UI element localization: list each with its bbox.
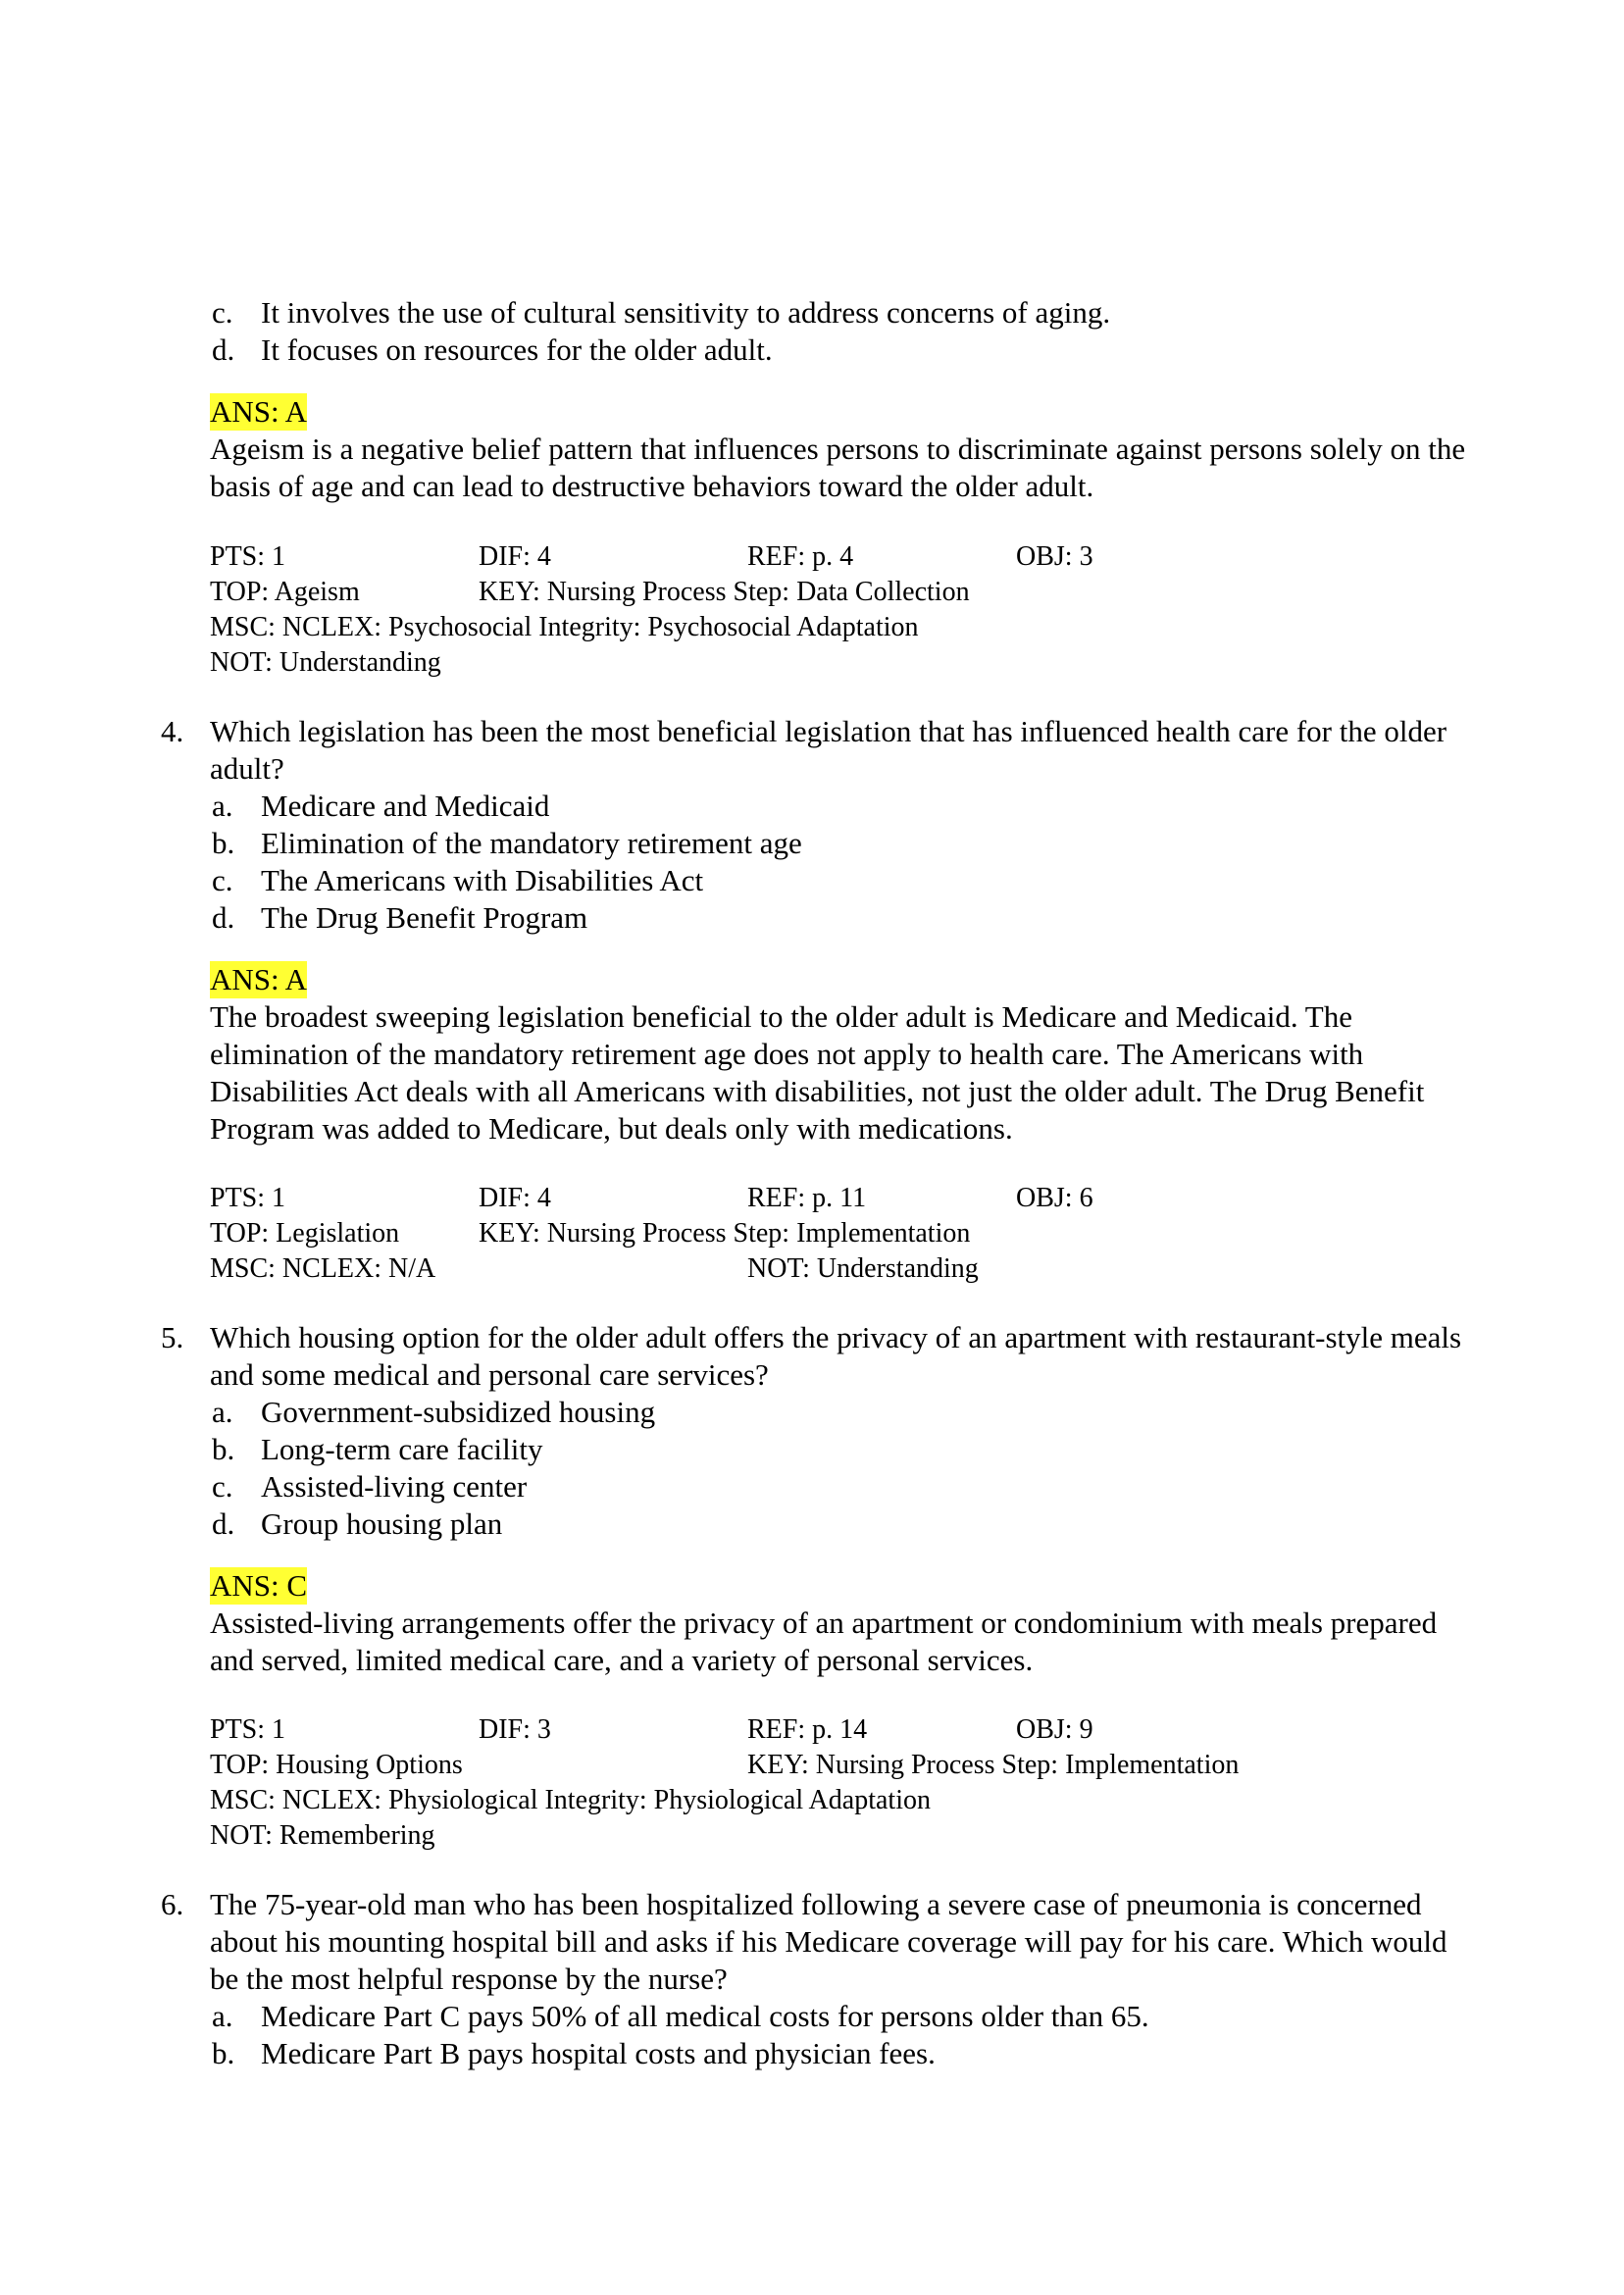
answer-highlight: ANS: A <box>210 962 308 996</box>
option-letter: d. <box>212 332 235 367</box>
rationale-line: basis of age and can lead to destructive behaviors toward the older adult. <box>210 469 1094 503</box>
option-letter: c. <box>212 1469 233 1504</box>
meta-top: TOP: Housing Options <box>210 1750 463 1780</box>
question-stem: adult? <box>210 751 284 786</box>
question-stem: about his mounting hospital bill and asks if his Medicare coverage will pay for his care. Which would <box>210 1924 1447 1959</box>
meta-pts: PTS: 1 <box>210 1714 286 1745</box>
option-text: Group housing plan <box>261 1506 503 1541</box>
question-number: 6. <box>161 1887 184 1921</box>
question-stem: The 75-year-old man who has been hospitalized following a severe case of pneumonia is concerned <box>210 1887 1422 1921</box>
option-text: Medicare and Medicaid <box>261 789 550 823</box>
rationale-line: Assisted-living arrangements offer the privacy of an apartment or condominium with meals prepared <box>210 1606 1438 1640</box>
question-stem: be the most helpful response by the nurse? <box>210 1962 728 1996</box>
rationale-line: and served, limited medical care, and a variety of personal services. <box>210 1643 1034 1677</box>
rationale-line: Program was added to Medicare, but deals only with medications. <box>210 1111 1013 1146</box>
option-letter: d. <box>212 1506 235 1541</box>
option-text: Elimination of the mandatory retirement age <box>261 826 802 860</box>
option-letter: d. <box>212 900 235 935</box>
meta-obj: OBJ: 3 <box>1016 541 1093 572</box>
option-text: Government-subsidized housing <box>261 1395 656 1429</box>
question-number: 5. <box>161 1320 184 1354</box>
option-letter: a. <box>212 1395 233 1429</box>
option-text: The Americans with Disabilities Act <box>261 863 704 897</box>
meta-obj: OBJ: 9 <box>1016 1714 1093 1745</box>
question-stem: and some medical and personal care services? <box>210 1357 769 1392</box>
meta-dif: DIF: 4 <box>479 1183 551 1213</box>
rationale-line: The broadest sweeping legislation beneficial to the older adult is Medicare and Medicaid. The <box>210 999 1352 1034</box>
option-letter: a. <box>212 789 233 823</box>
option-letter: a. <box>212 1999 233 2033</box>
meta-ref: REF: p. 11 <box>747 1183 867 1213</box>
option-text: Long-term care facility <box>261 1432 543 1466</box>
answer-highlight: ANS: A <box>210 394 308 429</box>
option-letter: b. <box>212 826 235 860</box>
option-text: It involves the use of cultural sensitivity to address concerns of aging. <box>261 295 1111 330</box>
meta-msc: MSC: NCLEX: Psychosocial Integrity: Psychosocial Adaptation <box>210 612 919 642</box>
meta-top: TOP: Ageism <box>210 577 360 607</box>
option-letter: c. <box>212 295 233 330</box>
option-letter: c. <box>212 863 233 897</box>
meta-dif: DIF: 3 <box>479 1714 551 1745</box>
meta-key: KEY: Nursing Process Step: Implementation <box>479 1218 971 1249</box>
option-text: Medicare Part C pays 50% of all medical costs for persons older than 65. <box>261 1999 1149 2033</box>
question-stem: Which housing option for the older adult offers the privacy of an apartment with restaurant-style meals <box>210 1320 1462 1354</box>
meta-pts: PTS: 1 <box>210 1183 286 1213</box>
meta-msc: MSC: NCLEX: Physiological Integrity: Physiological Adaptation <box>210 1785 931 1815</box>
meta-not: NOT: Understanding <box>210 647 441 678</box>
question-stem: Which legislation has been the most beneficial legislation that has influenced health care for the older <box>210 714 1447 748</box>
meta-not: NOT: Remembering <box>210 1820 435 1851</box>
option-letter: b. <box>212 1432 235 1466</box>
meta-obj: OBJ: 6 <box>1016 1183 1093 1213</box>
meta-ref: REF: p. 14 <box>747 1714 868 1745</box>
question-number: 4. <box>161 714 184 748</box>
meta-not: NOT: Understanding <box>747 1253 979 1284</box>
meta-ref: REF: p. 4 <box>747 541 854 572</box>
meta-key: KEY: Nursing Process Step: Implementation <box>747 1750 1240 1780</box>
option-text: Assisted-living center <box>261 1469 528 1504</box>
option-text: It focuses on resources for the older adult. <box>261 332 773 367</box>
rationale-line: elimination of the mandatory retirement age does not apply to health care. The Americans with <box>210 1037 1364 1071</box>
meta-dif: DIF: 4 <box>479 541 551 572</box>
meta-msc: MSC: NCLEX: N/A <box>210 1253 436 1284</box>
option-text: Medicare Part B pays hospital costs and physician fees. <box>261 2036 936 2070</box>
option-text: The Drug Benefit Program <box>261 900 588 935</box>
meta-key: KEY: Nursing Process Step: Data Collection <box>479 577 970 607</box>
meta-top: TOP: Legislation <box>210 1218 400 1249</box>
meta-pts: PTS: 1 <box>210 541 286 572</box>
option-letter: b. <box>212 2036 235 2070</box>
rationale-line: Disabilities Act deals with all Americans with disabilities, not just the older adult. The Drug Benefit <box>210 1074 1425 1108</box>
answer-highlight: ANS: C <box>210 1568 308 1603</box>
rationale-line: Ageism is a negative belief pattern that influences persons to discriminate against persons solely on the <box>210 432 1466 466</box>
